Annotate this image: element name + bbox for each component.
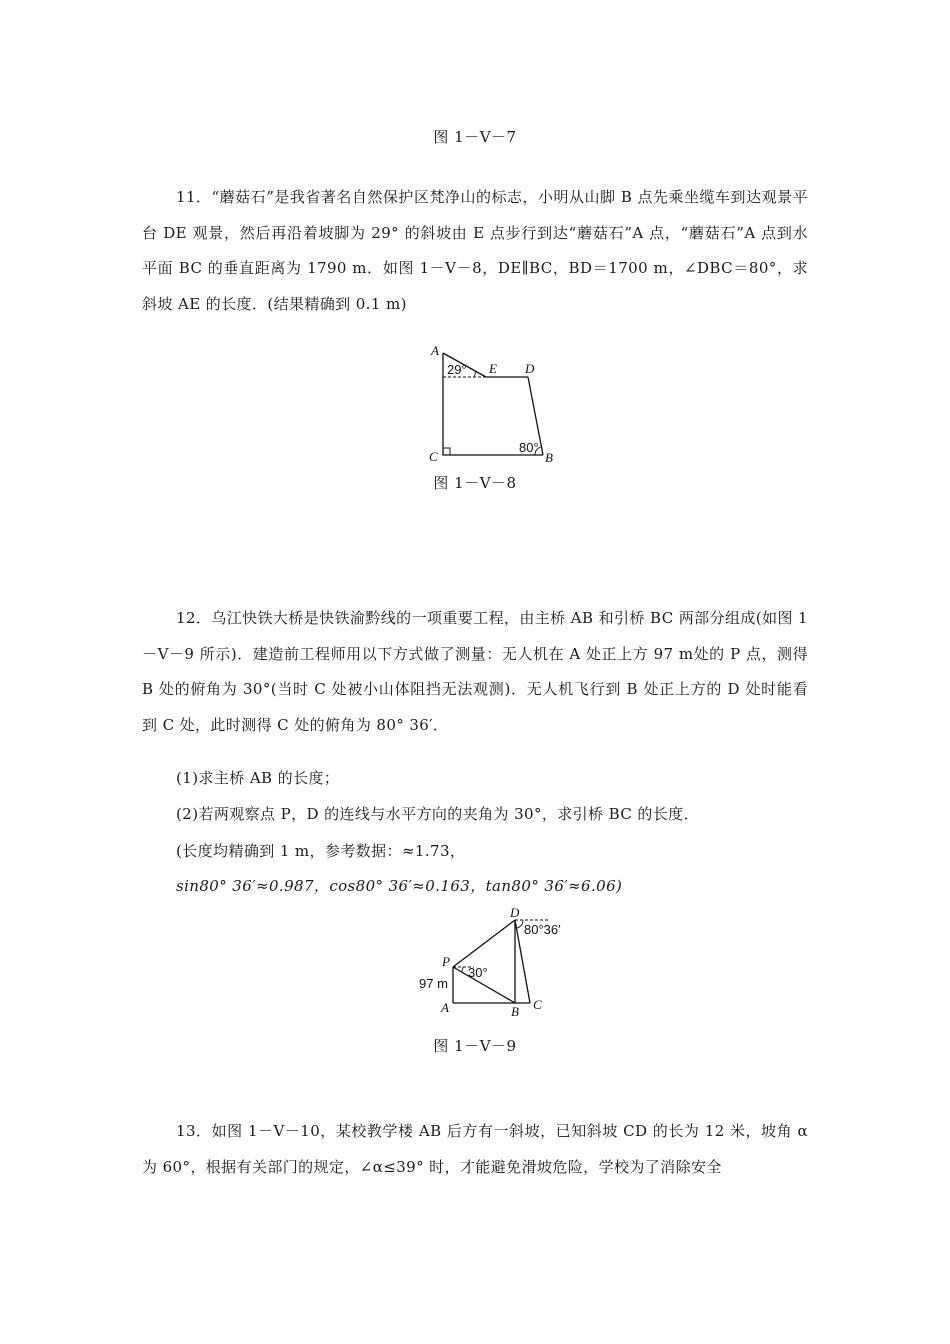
question-11-text: 11．“蘑菇石”是我省著名自然保护区梵净山的标志，小明从山脚 B 点先乘坐缆车到达观景平台 DE 观景，然后再沿着坡脚为 29° 的斜坡由 E 点步行到达“蘑菇石”A 点，“蘑菇石”A 点到水平面 BC 的垂直距离为 1790 m．如图 1－Ⅴ－8，DE∥BC，BD＝1700 m，∠DBC＝80°，求斜坡 AE 的长度．(结果精确到 0.1 m) [142,188,808,313]
point-label-C: C [429,449,438,464]
angle-label-30: 30° [468,965,488,980]
figure-caption-8: 图 1－Ⅴ－8 [433,474,517,492]
point-label-D: D [525,361,535,376]
angle-arc-29 [474,371,476,377]
point-label-E: E [489,361,497,376]
point-label-A: A [431,343,439,358]
figure-1-v-9 [412,906,562,1018]
angle-arc-30 [462,967,464,972]
right-angle-mark [443,448,450,455]
point-label-B: B [545,450,553,465]
angle-label-80-36: 80°36′ [524,922,561,937]
point-label-D: D [510,906,520,920]
point-label-C: C [533,997,542,1012]
question-12-reference-2: sin80° 36′≈0.987，cos80° 36′≈0.163，tan80° 36′≈6.06) [176,877,623,895]
question-12-part-1: (1)求主桥 AB 的长度； [176,769,340,787]
question-12-text: 12．乌江快铁大桥是快铁渝黔线的一项重要工程，由主桥 AB 和引桥 BC 两部分组成(如图 1－Ⅴ－9 所示)．建造前工程师用以下方式做了测量：无人机在 A 处正上方 97 m处的 P 点，测得 B 处的俯角为 30°(当时 C 处被小山体阻挡无法观测)．无人机飞行到 B 处正上方的 D 处时能看到 C 处，此时测得 C 处的俯角为 80° 36′． [142,609,809,734]
height-label-97m: 97 m [419,976,448,991]
question-12-reference-1: (长度均精确到 1 m，参考数据：≈1.73， [176,842,466,860]
angle-label-80: 80° [519,440,539,455]
angle-arc-80-36 [517,920,523,928]
question-12-part-2: (2)若两观察点 P，D 的连线与水平方向的夹角为 30°，求引桥 BC 的长度． [176,805,699,823]
figure-1-v-8 [420,340,560,465]
line-PD [453,920,515,967]
figure-caption-7: 图 1－Ⅴ－7 [433,128,517,146]
question-13-text: 13．如图 1－Ⅴ－10，某校教学楼 AB 后方有一斜坡，已知斜坡 CD 的长为 12 米，坡角 α 为 60°，根据有关部门的规定，∠α≤39° 时，才能避免滑坡危险，学校为了消除安全 [142,1122,808,1176]
point-label-B: B [511,1004,519,1018]
point-label-A: A [441,1000,449,1015]
point-label-P: P [442,954,450,969]
figure-caption-9: 图 1－Ⅴ－9 [433,1037,517,1055]
angle-label-29: 29° [447,362,467,377]
